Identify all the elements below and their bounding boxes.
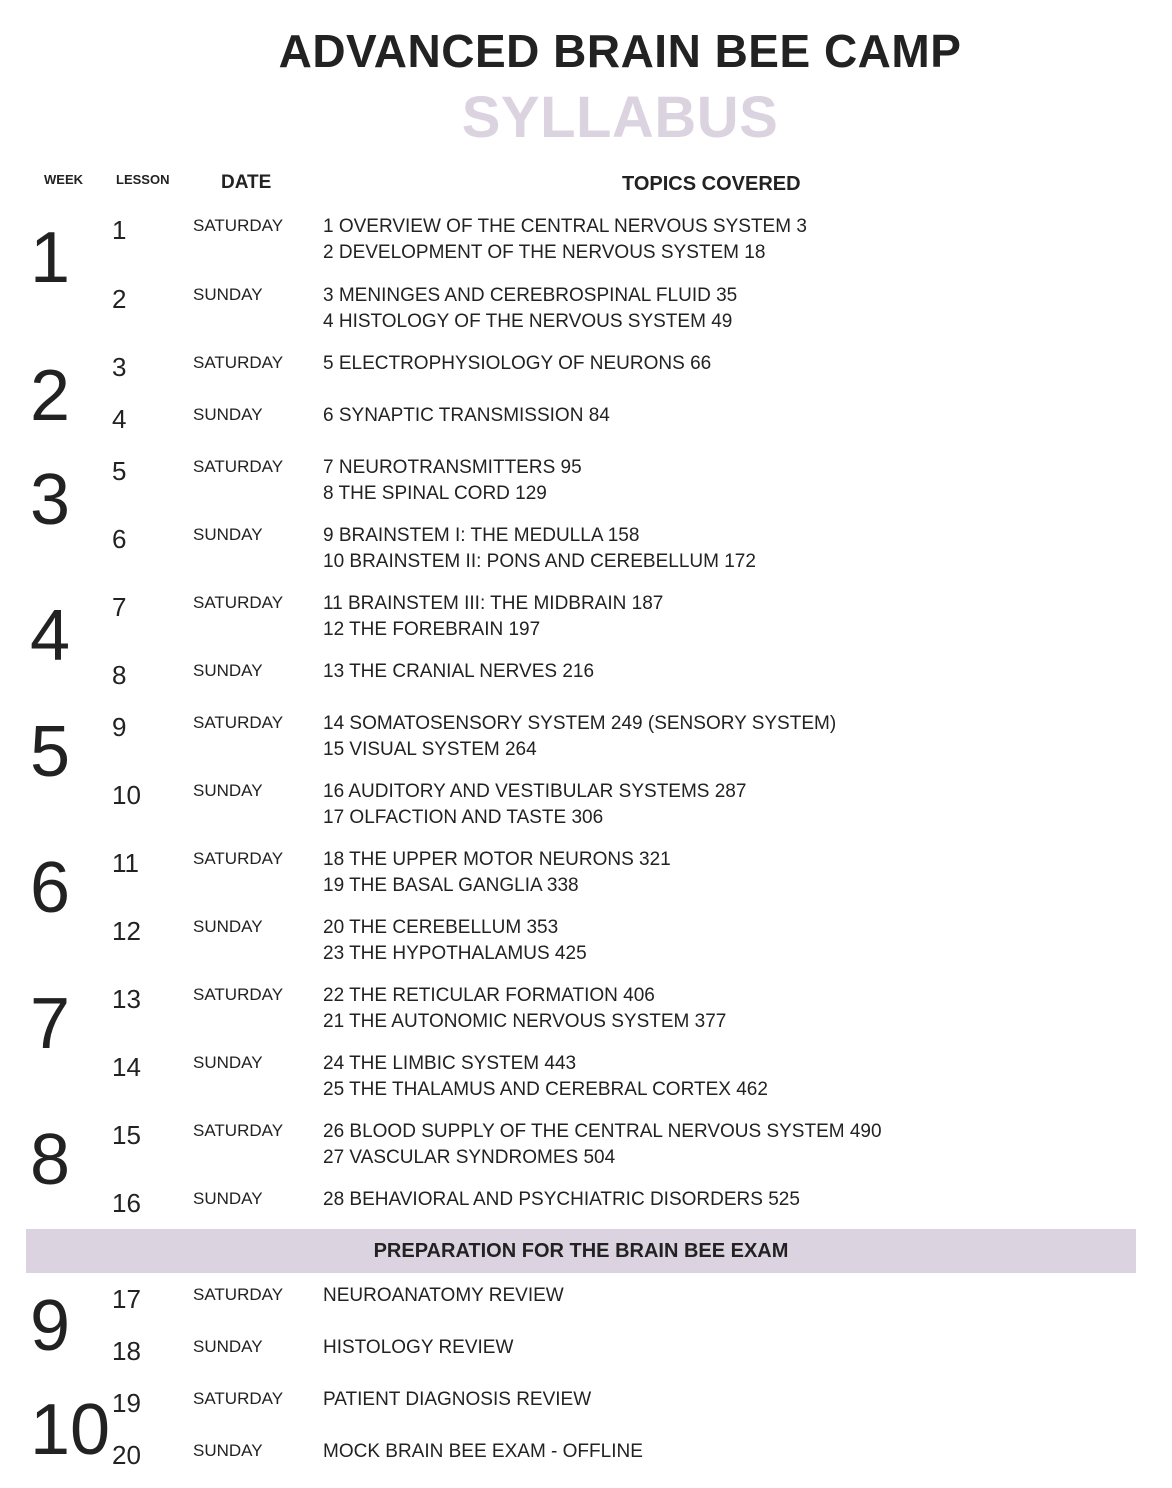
lesson-number: 20 <box>112 1440 141 1470</box>
topic-line: 1 OVERVIEW OF THE CENTRAL NERVOUS SYSTEM 3 <box>323 216 807 237</box>
lesson-number: 15 <box>112 1120 141 1150</box>
topic-line: 6 SYNAPTIC TRANSMISSION 84 <box>323 405 610 426</box>
week-number: 5 <box>30 712 71 792</box>
lesson-number: 13 <box>112 984 141 1014</box>
topic-line: 11 BRAINSTEM III: THE MIDBRAIN 187 <box>323 593 664 614</box>
topic-line: 24 THE LIMBIC SYSTEM 443 <box>323 1053 577 1074</box>
lesson-number: 2 <box>112 284 127 314</box>
lesson-number: 8 <box>112 660 127 690</box>
lesson-day: SUNDAY <box>193 1189 263 1208</box>
topic-line: 4 HISTOLOGY OF THE NERVOUS SYSTEM 49 <box>323 311 733 332</box>
topic-line: 19 THE BASAL GANGLIA 338 <box>323 875 579 896</box>
topic-line: 18 THE UPPER MOTOR NEURONS 321 <box>323 849 671 870</box>
lesson-day: SATURDAY <box>193 985 284 1004</box>
lesson-day: SUNDAY <box>193 285 263 304</box>
week-number: 6 <box>30 848 71 928</box>
lesson-number: 1 <box>112 215 127 245</box>
topic-line: 21 THE AUTONOMIC NERVOUS SYSTEM 377 <box>323 1011 727 1032</box>
lesson-day: SATURDAY <box>193 1389 284 1408</box>
topic-line: 14 SOMATOSENSORY SYSTEM 249 (SENSORY SYSTEM) <box>323 713 837 734</box>
lesson-number: 5 <box>112 456 127 486</box>
week-number: 4 <box>30 596 71 676</box>
page-title: ADVANCED BRAIN BEE CAMP <box>278 25 962 77</box>
week-number: 10 <box>30 1390 111 1470</box>
topic-line: HISTOLOGY REVIEW <box>323 1337 514 1358</box>
topic-line: 27 VASCULAR SYNDROMES 504 <box>323 1147 616 1168</box>
lesson-day: SATURDAY <box>193 1285 284 1304</box>
lesson-day: SUNDAY <box>193 525 263 544</box>
lesson-day: SUNDAY <box>193 1337 263 1356</box>
lesson-day: SUNDAY <box>193 781 263 800</box>
lesson-number: 9 <box>112 712 127 742</box>
week-number: 3 <box>30 460 71 540</box>
lesson-day: SUNDAY <box>193 405 263 424</box>
topic-line: 22 THE RETICULAR FORMATION 406 <box>323 985 655 1006</box>
week-number: 9 <box>30 1286 71 1366</box>
topic-line: NEUROANATOMY REVIEW <box>323 1285 564 1306</box>
lesson-number: 19 <box>112 1388 141 1418</box>
lesson-number: 7 <box>112 592 127 622</box>
lesson-number: 3 <box>112 352 127 382</box>
topic-line: 2 DEVELOPMENT OF THE NERVOUS SYSTEM 18 <box>323 242 766 263</box>
week-number: 7 <box>30 984 71 1064</box>
header-lesson: LESSON <box>116 172 170 187</box>
header-date: DATE <box>221 172 272 193</box>
lesson-day: SATURDAY <box>193 593 284 612</box>
week-number: 1 <box>30 218 71 298</box>
page-subtitle: SYLLABUS <box>461 85 779 150</box>
topic-line: 17 OLFACTION AND TASTE 306 <box>323 807 604 828</box>
lesson-number: 16 <box>112 1188 141 1218</box>
header-topics: TOPICS COVERED <box>622 173 801 195</box>
topic-line: 13 THE CRANIAL NERVES 216 <box>323 661 595 682</box>
topic-line: PATIENT DIAGNOSIS REVIEW <box>323 1389 592 1410</box>
topic-line: 16 AUDITORY AND VESTIBULAR SYSTEMS 287 <box>323 781 747 802</box>
lesson-number: 12 <box>112 916 141 946</box>
topic-line: 10 BRAINSTEM II: PONS AND CEREBELLUM 172 <box>323 551 756 572</box>
topic-line: MOCK BRAIN BEE EXAM - OFFLINE <box>323 1441 643 1462</box>
topic-line: 28 BEHAVIORAL AND PSYCHIATRIC DISORDERS 525 <box>323 1189 800 1210</box>
prep-banner <box>26 1229 1136 1273</box>
lesson-day: SUNDAY <box>193 661 263 680</box>
topic-line: 3 MENINGES AND CEREBROSPINAL FLUID 35 <box>323 285 738 306</box>
topic-line: 7 NEUROTRANSMITTERS 95 <box>323 457 582 478</box>
lesson-day: SATURDAY <box>193 713 284 732</box>
topic-line: 12 THE FOREBRAIN 197 <box>323 619 541 640</box>
lesson-number: 4 <box>112 404 127 434</box>
prep-banner-label: PREPARATION FOR THE BRAIN BEE EXAM <box>373 1240 789 1262</box>
topic-line: 25 THE THALAMUS AND CEREBRAL CORTEX 462 <box>323 1079 768 1100</box>
lesson-number: 6 <box>112 524 127 554</box>
topic-line: 26 BLOOD SUPPLY OF THE CENTRAL NERVOUS SYSTEM 490 <box>323 1121 882 1142</box>
lesson-day: SUNDAY <box>193 1441 263 1460</box>
lesson-day: SATURDAY <box>193 1121 284 1140</box>
topic-line: 8 THE SPINAL CORD 129 <box>323 483 547 504</box>
lesson-day: SUNDAY <box>193 917 263 936</box>
lesson-number: 17 <box>112 1284 141 1314</box>
topic-line: 5 ELECTROPHYSIOLOGY OF NEURONS 66 <box>323 353 712 374</box>
header-week: WEEK <box>44 172 83 187</box>
week-number: 8 <box>30 1120 71 1200</box>
lesson-day: SATURDAY <box>193 216 284 235</box>
lesson-number: 18 <box>112 1336 141 1366</box>
lesson-number: 11 <box>112 848 139 878</box>
lesson-day: SATURDAY <box>193 353 284 372</box>
topic-line: 9 BRAINSTEM I: THE MEDULLA 158 <box>323 525 640 546</box>
topic-line: 23 THE HYPOTHALAMUS 425 <box>323 943 587 964</box>
lesson-day: SATURDAY <box>193 457 284 476</box>
topic-line: 20 THE CEREBELLUM 353 <box>323 917 559 938</box>
week-number: 2 <box>30 356 71 436</box>
topic-line: 15 VISUAL SYSTEM 264 <box>323 739 537 760</box>
lesson-day: SUNDAY <box>193 1053 263 1072</box>
lesson-number: 10 <box>112 780 141 810</box>
lesson-number: 14 <box>112 1052 141 1082</box>
lesson-day: SATURDAY <box>193 849 284 868</box>
